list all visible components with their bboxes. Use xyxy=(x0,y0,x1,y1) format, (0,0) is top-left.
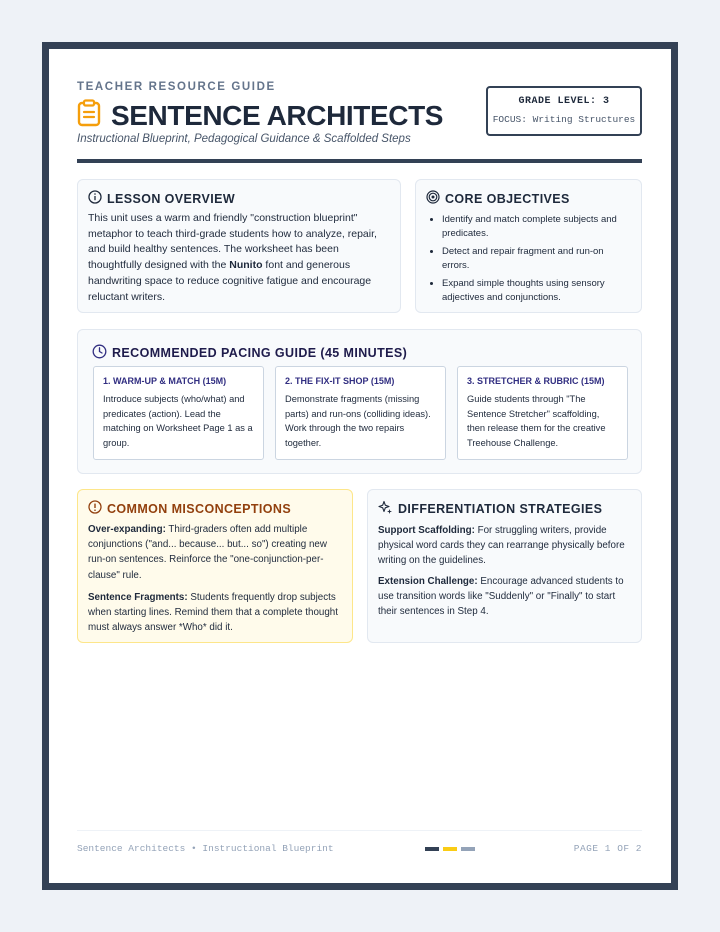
misconception-label: Over-expanding: xyxy=(88,524,166,535)
navy-bar xyxy=(425,847,439,851)
page-title: SENTENCE ARCHITECTS xyxy=(111,99,444,131)
clock-icon xyxy=(92,344,112,362)
pacing-step-2 xyxy=(275,366,446,460)
overview-heading-text: LESSON OVERVIEW xyxy=(107,191,236,206)
list-item: • Detect and repair fragment and run-on errors. xyxy=(442,245,631,272)
pacing-step-title: 1. WARM-UP & MATCH (15M) xyxy=(103,376,227,386)
misconception-label: Sentence Fragments: xyxy=(88,591,188,603)
page-footer xyxy=(77,830,642,854)
grade-focus: FOCUS: Writing Structures xyxy=(492,114,636,125)
header-divider xyxy=(77,159,642,163)
differentiation-text: For struggling writers, provide physical word cards they can rearrange physically before writing on the guidelines. xyxy=(378,525,625,567)
core-objectives-heading xyxy=(426,190,631,207)
differentiation-heading xyxy=(378,500,631,518)
gray-bar xyxy=(461,847,475,851)
differentiation-heading-text: DIFFERENTIATION STRATEGIES xyxy=(398,502,603,516)
alert-icon xyxy=(88,500,107,517)
grade-level: GRADE LEVEL: 3 xyxy=(518,96,610,107)
pacing-step-body: Introduce subjects (who/what) and predicates (action). Lead the matching on Worksheet Page 1 as a group. xyxy=(103,394,253,448)
list-item: • Expand simple thoughts using sensory adjectives and conjunctions. xyxy=(442,277,631,304)
page-frame xyxy=(42,42,678,890)
eyebrow-label: TEACHER RESOURCE GUIDE xyxy=(77,81,276,93)
page-content xyxy=(77,81,642,634)
pacing-step-title: 2. THE FIX-IT SHOP (15M) xyxy=(285,376,395,386)
overview-text-part1: This unit uses a warm and friendly "construction blueprint" metaphor to teach third-grade students how to analyze, repair, and build healthy sentences. The worksheet has been thoughtfully designed with the xyxy=(88,212,377,272)
yellow-bar xyxy=(443,847,457,851)
pacing-step-body: Demonstrate fragments (missing parts) and run-ons (colliding ideas). Work through the two repairs together. xyxy=(285,394,431,448)
objectives-heading-text: CORE OBJECTIVES xyxy=(445,191,570,206)
misconception-item-1 xyxy=(88,522,342,583)
pacing-step-title: 3. STRETCHER & RUBRIC (15M) xyxy=(467,376,605,386)
page-number: PAGE 1 OF 2 xyxy=(573,843,642,854)
overview-text xyxy=(88,211,390,305)
clipboard-icon xyxy=(77,99,111,132)
misconception-item-2 xyxy=(88,590,342,636)
core-objectives-card xyxy=(415,179,642,313)
differentiation-item-1 xyxy=(378,523,631,569)
pacing-step-1 xyxy=(93,366,264,460)
differentiation-text: Encourage advanced students to use transition words like "Suddenly" or "Finally" to start their sentences in Step 4. xyxy=(378,575,624,618)
pacing-heading xyxy=(92,344,627,362)
page-subtitle: Instructional Blueprint, Pedagogical Guidance & Scaffolded Steps xyxy=(77,133,411,145)
misconception-text: Students frequently drop subjects when starting lines. Remind them that a complete thought must always answer *Who* did it. xyxy=(88,591,338,634)
misconceptions-card xyxy=(77,489,353,643)
footer-title: Sentence Architects • Instructional Blueprint xyxy=(77,843,334,854)
differentiation-item-2 xyxy=(378,574,631,620)
misconceptions-heading-text: COMMON MISCONCEPTIONS xyxy=(107,501,292,516)
pacing-guide-card xyxy=(77,329,642,474)
differentiation-label: Extension Challenge: xyxy=(378,575,478,587)
list-item: • Identify and match complete subjects and predicates. xyxy=(442,213,631,240)
target-icon xyxy=(426,190,445,207)
pacing-heading-text: RECOMMENDED PACING GUIDE (45 MINUTES) xyxy=(112,346,408,360)
header xyxy=(77,81,642,163)
differentiation-label: Support Scaffolding: xyxy=(378,525,475,536)
misconception-text: Third-graders often add multiple conjunctions ("and... because... but... so") creating new run-on sentences. Reinforce the "one-conjunction-per-clause" rule. xyxy=(88,524,327,581)
overview-text-part2: font and generous handwriting space to reduce cognitive fatigue and encourage reluctant writers. xyxy=(88,259,372,303)
lesson-overview-card xyxy=(77,179,401,313)
objectives-list xyxy=(426,213,631,304)
misconceptions-heading xyxy=(88,500,342,517)
overview-font-name: Nunito xyxy=(229,259,263,272)
pacing-step-3 xyxy=(457,366,628,460)
pacing-step-body: Guide students through "The Sentence Stretcher" scaffolding, then release them for the creative Treehouse Challenge. xyxy=(467,394,606,448)
differentiation-card xyxy=(367,489,642,643)
footer-color-bars xyxy=(425,847,475,851)
sparkles-icon xyxy=(378,500,398,518)
grade-badge xyxy=(486,86,642,136)
info-icon xyxy=(88,190,107,207)
lesson-overview-heading xyxy=(88,190,390,207)
